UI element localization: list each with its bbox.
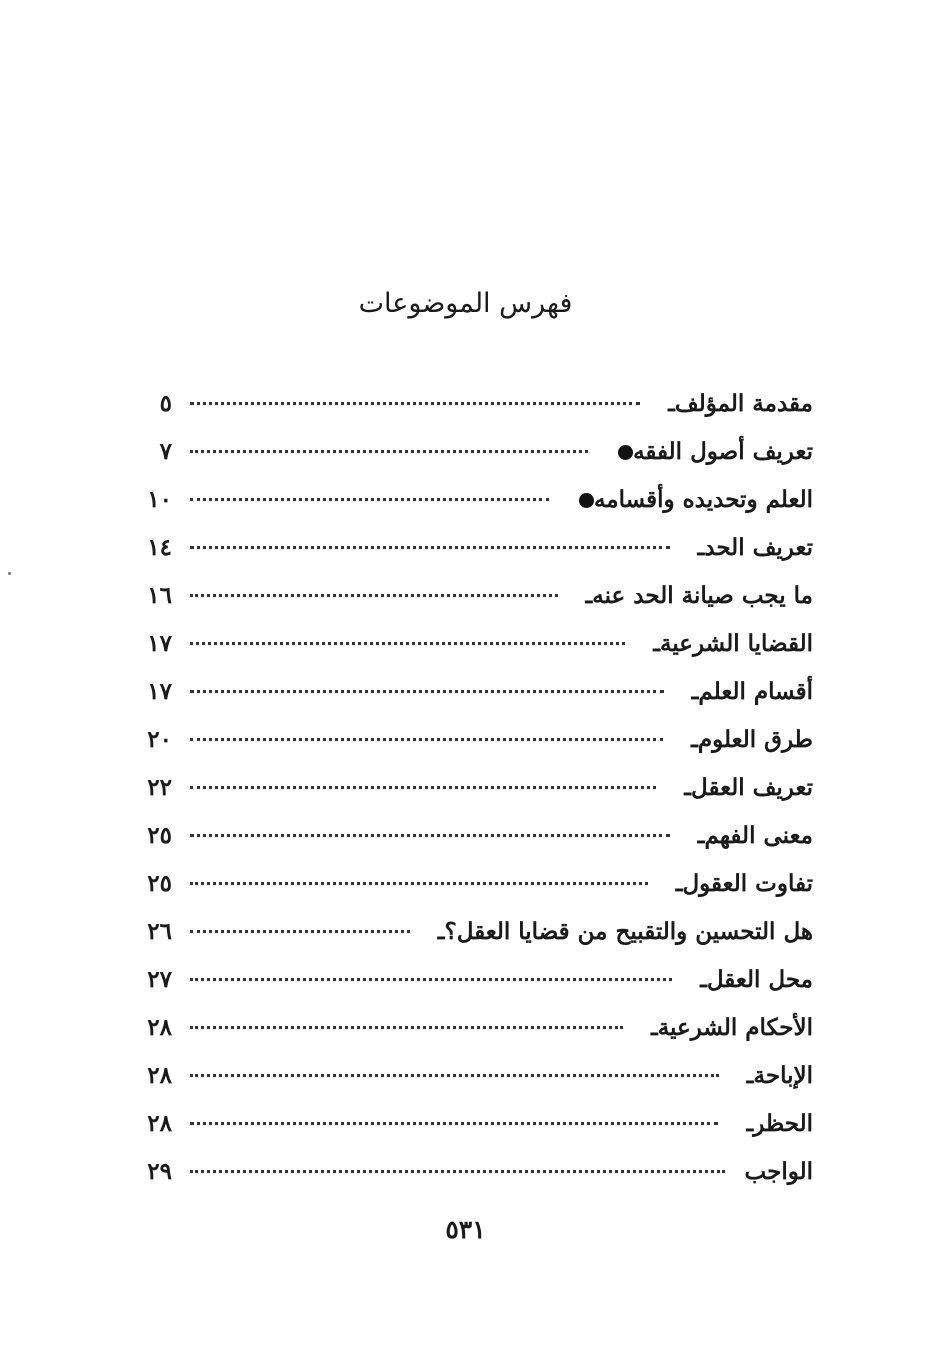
dot-leader	[190, 1122, 718, 1125]
toc-entry	[138, 1148, 813, 1196]
toc-entry-title: تفاوت العقول	[682, 870, 813, 897]
toc-entry	[138, 908, 813, 956]
dot-leader	[190, 1170, 725, 1173]
toc-entry-page-number: ١٠	[147, 486, 172, 513]
dot-leader	[190, 450, 588, 453]
toc-entry-title: الحظر	[753, 1110, 813, 1137]
toc-entry	[138, 524, 813, 572]
toc-entry-title: محل العقل	[706, 966, 813, 993]
toc-entry-title: مقدمة المؤلف	[674, 390, 813, 417]
page-number: ٥٣١	[445, 1215, 486, 1244]
dash-marker: ـ	[668, 390, 675, 417]
bullet-icon	[579, 493, 594, 508]
toc-entry-title: القضايا الشرعية	[659, 630, 813, 657]
toc-entry-title: الواجب	[744, 1158, 813, 1185]
dot-leader	[190, 930, 410, 933]
dot-leader	[190, 738, 663, 741]
toc-entry-title: طرق العلوم	[697, 726, 813, 753]
toc-entry-page-number: ٢٨	[147, 1062, 172, 1089]
toc-entry-label-group	[676, 764, 813, 812]
dash-marker: ـ	[697, 534, 705, 561]
toc-entry-title: الأحكام الشرعية	[657, 1014, 813, 1041]
toc-entry-page-number: ٢٥	[147, 822, 172, 849]
toc-entry-page-number: ١٤	[147, 534, 172, 561]
toc-entry-label-group	[683, 716, 813, 764]
dot-leader	[190, 786, 656, 789]
dash-marker: ـ	[650, 1014, 658, 1041]
toc-entry	[138, 860, 813, 908]
dash-marker: ـ	[700, 966, 707, 993]
toc-entry-label-group	[745, 1148, 813, 1196]
dot-leader	[190, 1026, 623, 1029]
toc-entry-page-number: ٧	[159, 438, 172, 465]
toc-entry-title: تعريف الحد	[704, 534, 813, 561]
toc-entry-page-number: ٢٩	[147, 1158, 172, 1185]
dot-leader	[190, 1074, 719, 1077]
toc-entry-title: أقسام العلم	[698, 678, 813, 705]
scan-speck	[8, 572, 11, 575]
toc-entry-label-group	[645, 620, 813, 668]
toc-entry-page-number: ٢٢	[147, 774, 172, 801]
dash-marker: ـ	[746, 1062, 754, 1089]
toc-entry-title: تعريف أصول الفقه	[633, 438, 813, 465]
dot-leader	[190, 690, 664, 693]
dot-leader	[190, 978, 672, 981]
toc-entry-page-number: ٢٦	[147, 918, 172, 945]
dot-leader	[190, 594, 558, 597]
dash-marker: ـ	[691, 726, 698, 753]
toc-entry-label-group	[608, 428, 813, 476]
toc-entry-label-group	[692, 956, 813, 1004]
dash-marker: ـ	[585, 582, 593, 609]
dash-marker: ـ	[437, 918, 445, 945]
dot-leader	[190, 546, 670, 549]
toc-entry-page-number: ١٧	[147, 630, 172, 657]
bullet-icon	[618, 445, 633, 460]
toc-entry-page-number: ٢٠	[147, 726, 172, 753]
dot-leader	[190, 834, 670, 837]
toc-entry-page-number: ١٦	[147, 582, 172, 609]
dash-marker: ـ	[684, 774, 692, 801]
toc-entry-label-group	[430, 908, 813, 956]
toc-entry-label-group	[690, 812, 813, 860]
dash-marker: ـ	[691, 678, 699, 705]
toc-entry-label-group	[738, 1100, 813, 1148]
toc-entry-title: تعريف العقل	[691, 774, 813, 801]
dot-leader	[190, 498, 549, 501]
dot-leader	[190, 882, 648, 885]
toc-entry-label-group	[684, 668, 813, 716]
toc-entry	[138, 764, 813, 812]
toc-entry	[138, 956, 813, 1004]
toc-entry-page-number: ٢٨	[147, 1110, 172, 1137]
toc-entry-title: هل التحسين والتقبيح من قضايا العقل؟	[444, 918, 813, 945]
toc-entry	[138, 380, 813, 428]
dot-leader	[190, 642, 625, 645]
toc-entry-title: ما يجب صيانة الحد عنه	[592, 582, 813, 609]
toc-entry	[138, 620, 813, 668]
dash-marker: ـ	[746, 1110, 754, 1137]
toc-entry	[138, 716, 813, 764]
toc-entry-label-group	[578, 572, 813, 620]
toc-entry-label-group	[660, 380, 813, 428]
toc-entry-page-number: ٥	[159, 390, 172, 417]
dash-marker: ـ	[653, 630, 660, 657]
toc-entry-title: الإباحة	[753, 1062, 813, 1089]
toc-entry-title: معنى الفهم	[704, 822, 813, 849]
toc-entry-label-group	[690, 524, 813, 572]
dash-marker: ـ	[697, 822, 705, 849]
toc-entry-label-group	[643, 1004, 813, 1052]
toc-entry-page-number: ٢٥	[147, 870, 172, 897]
toc-entry	[138, 1004, 813, 1052]
toc-entry	[138, 572, 813, 620]
toc-entry	[138, 428, 813, 476]
toc-entry	[138, 668, 813, 716]
toc-entry-label-group	[668, 860, 813, 908]
toc-entry	[138, 812, 813, 860]
toc-entry-title: العلم وتحديده وأقسامه	[593, 486, 813, 513]
toc-entry	[138, 476, 813, 524]
toc-entry-label-group	[739, 1052, 813, 1100]
toc-entry-page-number: ٢٨	[147, 1014, 172, 1041]
toc-entry	[138, 1052, 813, 1100]
page-title: فهرس الموضوعات	[358, 288, 573, 319]
toc-entry-page-number: ١٧	[147, 678, 172, 705]
table-of-contents	[138, 380, 813, 1196]
toc-entry	[138, 1100, 813, 1148]
dot-leader	[190, 402, 640, 405]
toc-entry-page-number: ٢٧	[147, 966, 172, 993]
dash-marker: ـ	[675, 870, 683, 897]
toc-entry-label-group	[569, 476, 813, 524]
